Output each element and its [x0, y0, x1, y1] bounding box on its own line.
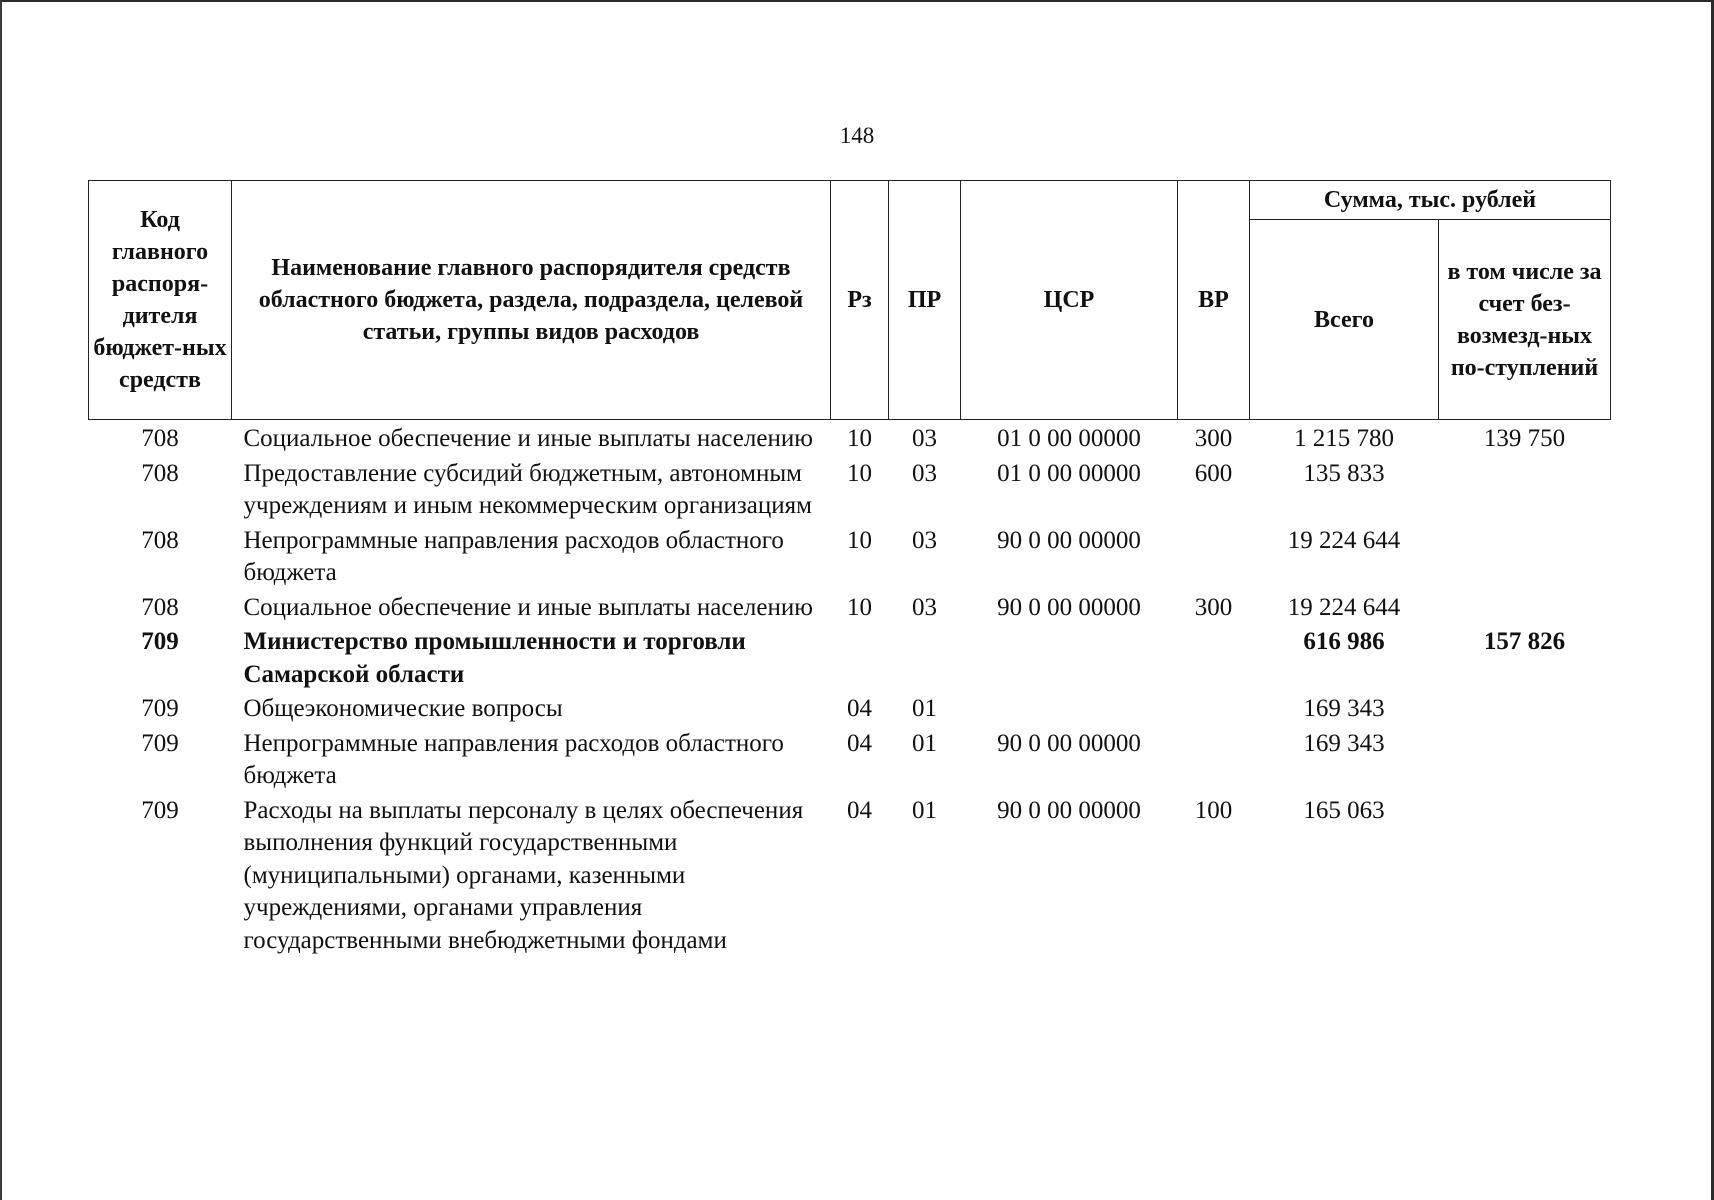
header-sum-group-label: Сумма, тыс. рублей [1323, 187, 1537, 213]
cell-total: 19 224 644 [1287, 526, 1401, 554]
header-rz [831, 181, 889, 420]
cell-name: Непрограммные направления расходов областного бюджета [243, 526, 784, 586]
table-header [89, 181, 1611, 420]
header-code [89, 181, 232, 420]
cell-total: 165 063 [1303, 796, 1385, 824]
cell-vr [1178, 523, 1250, 590]
cell-code: 708 [141, 425, 179, 452]
header-name-label: Наименование главного распорядителя средств областного бюджета, раздела, подраздела, целевой статьи, группы видов расходов [258, 255, 804, 345]
cell-vr: 100 [1194, 796, 1233, 824]
cell-rz [831, 624, 889, 691]
cell-pr: 03 [912, 526, 937, 554]
cell-rz: 10 [847, 425, 872, 452]
cell-code: 708 [141, 593, 179, 621]
header-vr-label: ВР [1198, 287, 1229, 313]
header-pr [889, 181, 961, 420]
cell-pr: 01 [912, 796, 937, 824]
cell-total: 135 833 [1303, 459, 1385, 487]
cell-name: Общеэкономические вопросы [243, 695, 563, 722]
cell-name: Непрограммные направления расходов областного бюджета [243, 729, 784, 789]
cell-total: 1 215 780 [1294, 425, 1394, 452]
cell-total: 19 224 644 [1287, 593, 1401, 621]
cell-csr: 01 0 00 00000 [997, 425, 1141, 452]
cell-csr [961, 691, 1178, 726]
cell-name: Министерство промышленности и торговли Самарской области [243, 628, 746, 688]
cell-vr [1178, 624, 1250, 691]
header-code-label: Код главного распоря-дителя бюджет-ных средств [93, 207, 227, 393]
table-row [89, 691, 1611, 726]
cell-code: 709 [141, 628, 179, 655]
header-name [232, 181, 831, 420]
cell-csr: 90 0 00 00000 [997, 526, 1141, 554]
table-row [89, 624, 1611, 691]
cell-total: 169 343 [1303, 695, 1385, 722]
cell-free: 139 750 [1483, 425, 1566, 452]
cell-code: 709 [141, 729, 179, 757]
table-row [89, 590, 1611, 625]
table-row [89, 523, 1611, 590]
header-rz-label: Рз [847, 287, 872, 313]
cell-code: 708 [141, 459, 179, 487]
cell-pr: 03 [912, 459, 937, 487]
header-csr [961, 181, 1178, 420]
header-vr [1178, 181, 1250, 420]
cell-name: Социальное обеспечение и иные выплаты населению [243, 425, 813, 452]
header-csr-label: ЦСР [1043, 287, 1095, 313]
cell-free [1439, 726, 1611, 793]
cell-rz: 10 [847, 459, 872, 487]
header-total-label: Всего [1314, 306, 1374, 333]
budget-table [88, 180, 1611, 957]
cell-name: Расходы на выплаты персоналу в целях обеспечения выполнения функций государственными (муниципальными) органами, казенными учреждениями, органами управления государственными внебюджетными фондами [243, 796, 804, 954]
cell-pr: 01 [912, 695, 937, 722]
cell-rz: 10 [847, 526, 872, 554]
cell-free: 157 826 [1483, 628, 1566, 655]
cell-pr [889, 624, 961, 691]
cell-free [1439, 691, 1611, 726]
cell-csr: 01 0 00 00000 [997, 459, 1141, 487]
cell-vr [1178, 726, 1250, 793]
cell-csr: 90 0 00 00000 [997, 729, 1141, 757]
cell-total: 616 986 [1303, 628, 1385, 655]
cell-name: Социальное обеспечение и иные выплаты населению [243, 593, 813, 621]
page-number: 148 [839, 123, 875, 148]
cell-code: 709 [141, 695, 179, 722]
cell-name: Предоставление субсидий бюджетным, автономным учреждениям и иным некоммерческим организациям [243, 459, 812, 519]
cell-free [1439, 523, 1611, 590]
cell-code: 709 [141, 796, 179, 824]
scan-border-top [0, 0, 1714, 2]
table-row [89, 456, 1611, 523]
cell-csr: 90 0 00 00000 [997, 593, 1141, 621]
cell-rz: 04 [847, 796, 872, 824]
cell-rz: 04 [847, 695, 872, 722]
cell-pr: 01 [912, 729, 937, 757]
cell-rz: 10 [847, 593, 872, 621]
header-total [1250, 220, 1439, 420]
table-row [89, 726, 1611, 793]
cell-total: 169 343 [1303, 729, 1385, 757]
cell-free [1439, 793, 1611, 958]
cell-code: 708 [141, 526, 179, 554]
cell-vr: 300 [1194, 593, 1233, 621]
cell-pr: 03 [912, 425, 937, 452]
cell-rz: 04 [847, 729, 872, 757]
cell-vr: 300 [1194, 425, 1233, 452]
table-row [89, 420, 1611, 456]
header-sum-group [1250, 181, 1611, 220]
cell-free [1439, 590, 1611, 625]
cell-free [1439, 456, 1611, 523]
cell-pr: 03 [912, 593, 937, 621]
cell-csr [961, 624, 1178, 691]
header-pr-label: ПР [907, 287, 942, 313]
scan-border-left [0, 0, 2, 1200]
header-free [1439, 220, 1611, 420]
table-row [89, 793, 1611, 958]
cell-csr: 90 0 00 00000 [997, 796, 1141, 824]
cell-vr: 600 [1194, 459, 1233, 487]
cell-vr [1178, 691, 1250, 726]
header-free-label: в том числе за счет без-возмезд-ных по-ступлений [1447, 258, 1602, 381]
table-body [89, 420, 1611, 958]
